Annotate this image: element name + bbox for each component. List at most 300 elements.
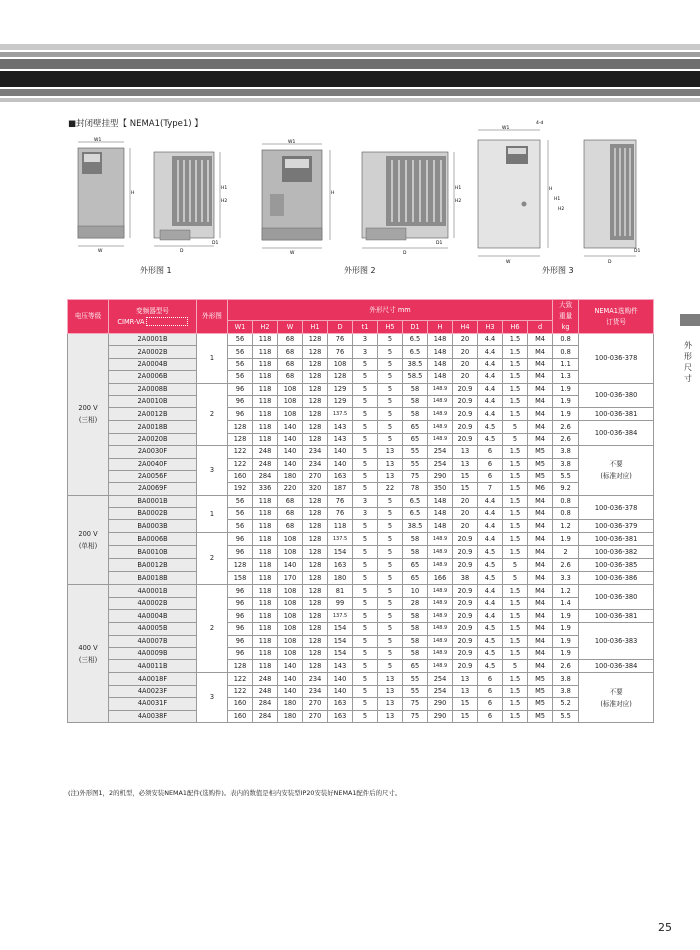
dim-cell-h: 148.9: [428, 660, 453, 673]
dim-cell-w: 140: [278, 433, 303, 445]
dim-cell-d1: 58: [403, 395, 428, 407]
table-row: [68, 546, 654, 559]
dim-cell-w1: 158: [228, 572, 253, 585]
model-cell: 2A0020B: [109, 433, 197, 445]
dim-cell-h: 148: [428, 334, 453, 346]
dim-cell-h: 166: [428, 572, 453, 585]
weight-cell: 0.8: [553, 508, 579, 520]
fig1-dim-h: H: [131, 191, 135, 196]
dim-cell-h6: 5: [503, 433, 528, 445]
dim-cell-h1: 128: [303, 371, 328, 383]
dim-cell-h4: 13: [453, 673, 478, 685]
fig2-dim-d1: D1: [436, 241, 443, 246]
dim-cell-h4: 13: [453, 446, 478, 458]
dim-cell-w: 108: [278, 408, 303, 421]
dim-cell-h: 290: [428, 698, 453, 710]
dim-cell-h: 148.9: [428, 648, 453, 660]
dim-cell-d1: 58: [403, 546, 428, 559]
fig3-dim-d: D: [608, 260, 612, 265]
dim-cell-h: 148.9: [428, 597, 453, 609]
header-dim-h3: H3: [478, 321, 503, 334]
dim-cell-h3: 4.5: [478, 648, 503, 660]
model-cell: BA0002B: [109, 508, 197, 520]
dim-cell-h5: 5: [378, 421, 403, 433]
dim-cell-h4: 20.9: [453, 395, 478, 407]
fig2-dim-h: H: [331, 191, 335, 196]
dim-cell-d: 129: [328, 395, 353, 407]
dim-cell-h3: 4.4: [478, 408, 503, 421]
dim-cell-h5: 5: [378, 358, 403, 370]
dim-cell-d: M4: [528, 495, 553, 507]
dim-cell-t1: 5: [353, 383, 378, 395]
figure-number-cell: 1: [197, 495, 228, 533]
dim-cell-t1: 5: [353, 660, 378, 673]
dim-cell-d1: 58.5: [403, 371, 428, 383]
dim-cell-d: 99: [328, 597, 353, 609]
dim-cell-h5: 5: [378, 585, 403, 597]
dim-cell-d1: 58: [403, 383, 428, 395]
figure-number-cell: 3: [197, 673, 228, 723]
dim-cell-h4: 20.9: [453, 421, 478, 433]
figure-1-caption: 外形图 1: [140, 266, 172, 275]
dim-cell-w1: 56: [228, 346, 253, 358]
dim-cell-h3: 4.4: [478, 508, 503, 520]
dim-cell-h1: 234: [303, 446, 328, 458]
dim-cell-h1: 128: [303, 495, 328, 507]
dim-cell-h1: 128: [303, 610, 328, 623]
dim-cell-h1: 128: [303, 358, 328, 370]
model-cell: BA0001B: [109, 495, 197, 507]
dim-cell-h5: 5: [378, 508, 403, 520]
dim-cell-h2: 118: [253, 358, 278, 370]
dim-cell-t1: 5: [353, 546, 378, 559]
dim-cell-t1: 5: [353, 648, 378, 660]
weight-cell: 1.2: [553, 520, 579, 533]
dim-cell-h5: 5: [378, 371, 403, 383]
dim-cell-d1: 55: [403, 673, 428, 685]
model-cell: 2A0004B: [109, 358, 197, 370]
dim-cell-h3: 4.5: [478, 660, 503, 673]
dim-cell-w1: 56: [228, 495, 253, 507]
weight-cell: 1.2: [553, 585, 579, 597]
dim-cell-w: 180: [278, 698, 303, 710]
dim-cell-w1: 96: [228, 395, 253, 407]
dim-cell-h2: 118: [253, 635, 278, 647]
nema-order-cell: 100-036-381: [579, 610, 654, 623]
nema-order-cell: 100-036-381: [579, 408, 654, 421]
weight-cell: 3.8: [553, 458, 579, 470]
page-number: 25: [658, 921, 672, 934]
dim-cell-d1: 65: [403, 433, 428, 445]
header-dim-h2: H2: [253, 321, 278, 334]
dim-cell-t1: 5: [353, 623, 378, 635]
dim-cell-d: 154: [328, 546, 353, 559]
footnote: (注)外形图1，2的机型，必须安装NEMA1配件(选购件)。表内的数值是柜内安装型IP20安装好NEMA1配件后的尺寸。: [68, 789, 402, 797]
model-cell: 4A0031F: [109, 698, 197, 710]
weight-cell: 0.8: [553, 495, 579, 507]
dim-cell-d: M4: [528, 334, 553, 346]
dim-cell-d: M4: [528, 623, 553, 635]
dim-cell-w: 140: [278, 685, 303, 697]
dim-cell-d: 143: [328, 421, 353, 433]
nema-order-cell: 100-036-385: [579, 559, 654, 572]
dim-cell-h: 254: [428, 446, 453, 458]
fig1-dim-w1: W1: [94, 138, 102, 143]
weight-cell: 1.1: [553, 358, 579, 370]
model-cell: 2A0010B: [109, 395, 197, 407]
dim-cell-w: 68: [278, 371, 303, 383]
fig3-dim-h2: H2: [558, 207, 565, 212]
dim-cell-w: 170: [278, 572, 303, 585]
dim-cell-w: 68: [278, 520, 303, 533]
dim-cell-w1: 56: [228, 520, 253, 533]
dim-cell-w1: 96: [228, 635, 253, 647]
dim-cell-h4: 13: [453, 458, 478, 470]
model-cell: 2A0006B: [109, 371, 197, 383]
dim-cell-h6: 1.5: [503, 495, 528, 507]
dim-cell-h3: 6: [478, 470, 503, 482]
dim-cell-d1: 58: [403, 648, 428, 660]
model-cell: 4A0005B: [109, 623, 197, 635]
dim-cell-h4: 15: [453, 698, 478, 710]
dim-cell-h6: 1.5: [503, 520, 528, 533]
dim-cell-h6: 1.5: [503, 383, 528, 395]
dim-cell-w1: 122: [228, 446, 253, 458]
dim-cell-h1: 320: [303, 483, 328, 495]
dim-cell-d: M4: [528, 572, 553, 585]
dim-cell-h: 148: [428, 346, 453, 358]
dim-cell-w: 68: [278, 495, 303, 507]
nema-order-cell: 100-036-382: [579, 546, 654, 559]
header-dim-h6: H6: [503, 321, 528, 334]
dim-cell-h3: 4.4: [478, 585, 503, 597]
dim-cell-h3: 4.4: [478, 371, 503, 383]
weight-cell: 2.6: [553, 660, 579, 673]
table-row: [68, 648, 654, 660]
dim-cell-d1: 65: [403, 660, 428, 673]
dim-cell-t1: 5: [353, 395, 378, 407]
weight-cell: 3.8: [553, 673, 579, 685]
dim-cell-t1: 5: [353, 433, 378, 445]
dim-cell-h: 148.9: [428, 383, 453, 395]
weight-cell: 3.8: [553, 685, 579, 697]
voltage-group-cell: 200 V (单相): [68, 495, 109, 585]
dim-cell-d: 108: [328, 358, 353, 370]
dim-cell-d: M4: [528, 433, 553, 445]
dim-cell-h4: 20.9: [453, 597, 478, 609]
table-row: [68, 495, 654, 507]
dim-cell-t1: 3: [353, 346, 378, 358]
dim-cell-w1: 128: [228, 433, 253, 445]
dim-cell-w1: 96: [228, 408, 253, 421]
dim-cell-w: 108: [278, 395, 303, 407]
dim-cell-h2: 118: [253, 408, 278, 421]
dim-cell-t1: 5: [353, 635, 378, 647]
dim-cell-h4: 20: [453, 520, 478, 533]
dim-cell-h: 148.9: [428, 585, 453, 597]
dim-cell-h4: 15: [453, 470, 478, 482]
dim-cell-h4: 20: [453, 358, 478, 370]
fig3-dim-w1: W1: [502, 126, 510, 131]
section-title: ■封闭壁挂型【 NEMA1(Type1) 】: [68, 119, 203, 129]
nema-order-cell: 100-036-379: [579, 520, 654, 533]
dim-cell-d: M4: [528, 648, 553, 660]
header-voltage: 电压等级: [68, 300, 109, 334]
dim-cell-d: M4: [528, 585, 553, 597]
model-cell: 2A0001B: [109, 334, 197, 346]
dim-cell-w: 140: [278, 660, 303, 673]
dim-cell-h6: 1.5: [503, 346, 528, 358]
dim-cell-h3: 4.5: [478, 433, 503, 445]
fig3-dim-d1: D1: [634, 249, 641, 254]
dim-cell-d1: 58: [403, 635, 428, 647]
fig3-dim-w: W: [506, 260, 511, 265]
dim-cell-w: 140: [278, 673, 303, 685]
dim-cell-h5: 5: [378, 408, 403, 421]
dim-cell-h2: 248: [253, 458, 278, 470]
dim-cell-h5: 5: [378, 635, 403, 647]
dim-cell-d: 143: [328, 660, 353, 673]
dim-cell-t1: 5: [353, 358, 378, 370]
model-cell: 2A0040F: [109, 458, 197, 470]
dim-cell-h: 148: [428, 371, 453, 383]
dim-cell-d: 140: [328, 458, 353, 470]
dim-cell-d1: 55: [403, 685, 428, 697]
dim-cell-h3: 4.5: [478, 635, 503, 647]
dim-cell-d: M4: [528, 371, 553, 383]
dim-cell-h: 254: [428, 673, 453, 685]
dim-cell-h: 254: [428, 685, 453, 697]
dim-cell-h3: 6: [478, 458, 503, 470]
dim-cell-h5: 22: [378, 483, 403, 495]
nema-order-cell: 100-036-378: [579, 495, 654, 520]
table-row: [68, 395, 654, 407]
dim-cell-h: 290: [428, 470, 453, 482]
dim-cell-h1: 128: [303, 546, 328, 559]
dim-cell-w1: 160: [228, 710, 253, 722]
dim-cell-h: 148: [428, 358, 453, 370]
dim-cell-h5: 5: [378, 433, 403, 445]
table-row: [68, 346, 654, 358]
dim-cell-h3: 6: [478, 685, 503, 697]
model-cell: 2A0030F: [109, 446, 197, 458]
model-cell: BA0006B: [109, 533, 197, 546]
dim-cell-w: 140: [278, 421, 303, 433]
model-cell: 2A0069F: [109, 483, 197, 495]
dim-cell-d: 76: [328, 495, 353, 507]
dim-cell-h5: 5: [378, 495, 403, 507]
figure-3-caption: 外形图 3: [542, 266, 574, 275]
dim-cell-h1: 128: [303, 433, 328, 445]
header-dim-w1: W1: [228, 321, 253, 334]
dim-cell-h4: 20.9: [453, 533, 478, 546]
dim-cell-d: M4: [528, 559, 553, 572]
dim-cell-d1: 75: [403, 710, 428, 722]
dim-cell-w1: 160: [228, 470, 253, 482]
dim-cell-h6: 5: [503, 660, 528, 673]
dim-cell-h4: 20.9: [453, 546, 478, 559]
dim-cell-h1: 128: [303, 408, 328, 421]
table-row: [68, 383, 654, 395]
dim-cell-d: M5: [528, 698, 553, 710]
dim-cell-d: M5: [528, 470, 553, 482]
dim-cell-w: 108: [278, 546, 303, 559]
dim-cell-d: 140: [328, 685, 353, 697]
model-cell: 4A0002B: [109, 597, 197, 609]
dim-cell-t1: 5: [353, 685, 378, 697]
nema-order-cell: 不要 (标准对应): [579, 446, 654, 496]
figure-2-caption: 外形图 2: [344, 266, 376, 275]
dim-cell-w1: 96: [228, 546, 253, 559]
dim-cell-h: 148.9: [428, 610, 453, 623]
dim-cell-h3: 4.4: [478, 383, 503, 395]
model-cell: BA0012B: [109, 559, 197, 572]
dim-cell-w: 68: [278, 334, 303, 346]
weight-cell: 2.6: [553, 421, 579, 433]
dim-cell-d1: 58: [403, 610, 428, 623]
weight-cell: 0.8: [553, 334, 579, 346]
dim-cell-h1: 128: [303, 648, 328, 660]
dim-cell-d: 137.5: [328, 533, 353, 546]
dim-cell-w1: 56: [228, 358, 253, 370]
dim-cell-h2: 118: [253, 585, 278, 597]
table-row: [68, 559, 654, 572]
dim-cell-h4: 20.9: [453, 648, 478, 660]
dim-cell-d: M4: [528, 395, 553, 407]
dim-cell-w1: 96: [228, 597, 253, 609]
dim-cell-d: M4: [528, 520, 553, 533]
model-cell: 2A0008B: [109, 383, 197, 395]
dim-cell-d1: 6.5: [403, 495, 428, 507]
dim-cell-h6: 1.5: [503, 648, 528, 660]
model-cell: 4A0009B: [109, 648, 197, 660]
header-weight: 大致 重量 kg: [553, 300, 579, 334]
dim-cell-h2: 284: [253, 470, 278, 482]
dim-cell-d: 163: [328, 470, 353, 482]
dim-cell-h2: 118: [253, 623, 278, 635]
figure-number-cell: 2: [197, 383, 228, 446]
dim-cell-h2: 118: [253, 546, 278, 559]
fig1-dim-h1: H1: [221, 186, 228, 191]
dim-cell-d: M4: [528, 383, 553, 395]
dim-cell-h5: 5: [378, 597, 403, 609]
voltage-group-cell: 400 V (三相): [68, 585, 109, 723]
dim-cell-w1: 160: [228, 698, 253, 710]
dim-cell-t1: 5: [353, 610, 378, 623]
fig3-dim-h1: H1: [554, 197, 561, 202]
dim-cell-d: 137.5: [328, 610, 353, 623]
dim-cell-h5: 13: [378, 698, 403, 710]
dim-cell-h5: 5: [378, 660, 403, 673]
dim-cell-d: M5: [528, 685, 553, 697]
dim-cell-h5: 5: [378, 546, 403, 559]
dim-cell-h6: 1.5: [503, 371, 528, 383]
dim-cell-h6: 5: [503, 572, 528, 585]
dim-cell-h5: 5: [378, 610, 403, 623]
dim-cell-t1: 5: [353, 533, 378, 546]
dim-cell-w: 140: [278, 446, 303, 458]
weight-cell: 1.9: [553, 383, 579, 395]
dim-cell-h2: 118: [253, 648, 278, 660]
figure-number-cell: 3: [197, 446, 228, 496]
dim-cell-d: 163: [328, 698, 353, 710]
spec-table: [67, 299, 654, 723]
dim-cell-h: 148.9: [428, 421, 453, 433]
dim-cell-h1: 128: [303, 597, 328, 609]
dim-cell-h5: 5: [378, 395, 403, 407]
dim-cell-w: 108: [278, 610, 303, 623]
dim-cell-w: 108: [278, 597, 303, 609]
dim-cell-h2: 118: [253, 559, 278, 572]
header-stripes: [0, 44, 700, 104]
dim-cell-h3: 4.5: [478, 623, 503, 635]
dim-cell-d1: 75: [403, 470, 428, 482]
dim-cell-h1: 128: [303, 421, 328, 433]
dim-cell-t1: 5: [353, 572, 378, 585]
dim-cell-w: 68: [278, 346, 303, 358]
dim-cell-w1: 56: [228, 508, 253, 520]
dim-cell-h3: 6: [478, 698, 503, 710]
table-row: [68, 433, 654, 445]
dim-cell-h3: 4.4: [478, 346, 503, 358]
dim-cell-d1: 58: [403, 533, 428, 546]
dim-cell-h2: 118: [253, 572, 278, 585]
dim-cell-w1: 56: [228, 371, 253, 383]
dim-cell-d1: 65: [403, 421, 428, 433]
dim-cell-w: 180: [278, 710, 303, 722]
dim-cell-h2: 284: [253, 698, 278, 710]
dim-cell-h: 148.9: [428, 559, 453, 572]
dim-cell-h5: 5: [378, 572, 403, 585]
dim-cell-h2: 118: [253, 421, 278, 433]
dim-cell-h4: 20: [453, 371, 478, 383]
dim-cell-d: M4: [528, 358, 553, 370]
dim-cell-w: 140: [278, 458, 303, 470]
dim-cell-d: M4: [528, 508, 553, 520]
fig1-dim-h2: H2: [221, 199, 228, 204]
dim-cell-d1: 6.5: [403, 346, 428, 358]
weight-cell: 0.8: [553, 346, 579, 358]
header-nema: NEMA1选购件 订货号: [579, 300, 654, 334]
model-cell: BA0018B: [109, 572, 197, 585]
weight-cell: 9.2: [553, 483, 579, 495]
table-row: [68, 508, 654, 520]
table-row: [68, 458, 654, 470]
table-row: [68, 470, 654, 482]
weight-cell: 5.5: [553, 710, 579, 722]
dim-cell-h: 148: [428, 508, 453, 520]
dim-cell-h6: 1.5: [503, 597, 528, 609]
header-dim-h1: H1: [303, 321, 328, 334]
weight-cell: 2: [553, 546, 579, 559]
dim-cell-h1: 128: [303, 383, 328, 395]
fig2-dim-w1: W1: [288, 140, 296, 145]
table-row: [68, 358, 654, 370]
outline-figure-1: [68, 134, 250, 264]
dim-cell-h1: 128: [303, 635, 328, 647]
figure-number-cell: 1: [197, 334, 228, 384]
dim-cell-h1: 234: [303, 458, 328, 470]
dim-cell-h2: 118: [253, 346, 278, 358]
weight-cell: 2.6: [553, 559, 579, 572]
dim-cell-h: 148.9: [428, 623, 453, 635]
table-row: [68, 408, 654, 421]
dim-cell-h1: 128: [303, 572, 328, 585]
dim-cell-h5: 5: [378, 533, 403, 546]
dim-cell-h5: 5: [378, 559, 403, 572]
header-dim-t1: t1: [353, 321, 378, 334]
dim-cell-h1: 270: [303, 470, 328, 482]
